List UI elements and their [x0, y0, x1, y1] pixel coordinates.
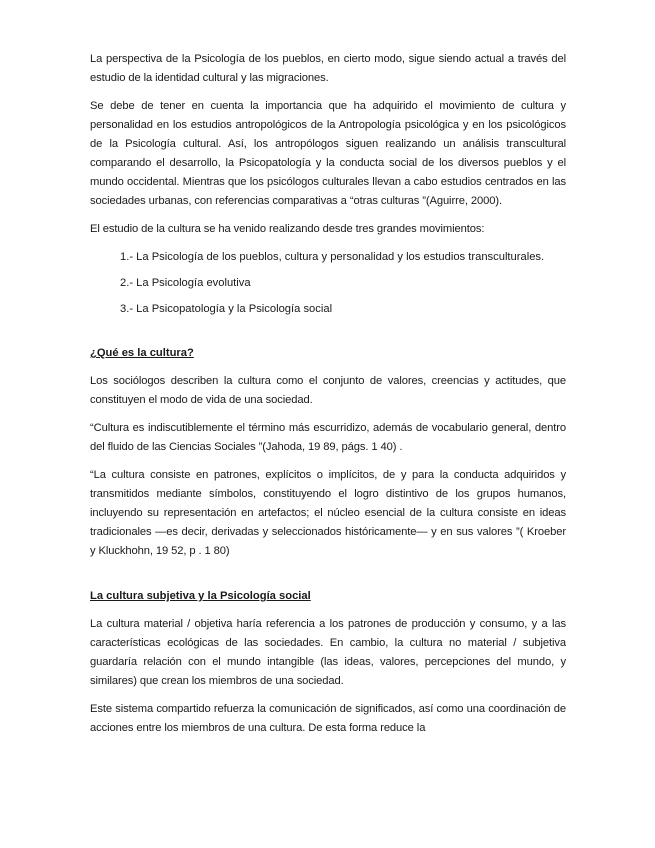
paragraph-shared-system: Este sistema compartido refuerza la comunicación de significados, así como una coordinación de acciones entre los miembros de una cultura. De esta forma reduce la: [90, 703, 566, 734]
section-spacer: [90, 326, 566, 344]
section-heading-what-is-culture: ¿Qué es la cultura?: [90, 347, 194, 359]
paragraph-material-culture: La cultura material / objetiva haría referencia a los patrones de producción y consumo, y a las características ecológicas de las sociedades. En cambio, la cultura no material / subjetiva guardaría relación con el mundo intangible (las ideas, valores, percepciones del mundo, y similares) que crean los miembros de una sociedad.: [90, 618, 566, 687]
list-item-2: 2.- La Psicología evolutiva: [120, 277, 251, 289]
list-item-3: 3.- La Psicopatología y la Psicología social: [120, 303, 333, 315]
paragraph-sociologists: Los sociólogos describen la cultura como el conjunto de valores, creencias y actitudes, que constituyen el modo de vida de una sociedad.: [90, 375, 566, 406]
quote-jahoda: “Cultura es indiscutiblemente el término más escurridizo, además de vocabulario general, dentro del fluido de las Ciencias Sociales ”(Jahoda, 19 89, págs. 1 40) .: [90, 422, 566, 453]
list-item-1: 1.- La Psicología de los pueblos, cultura y personalidad y los estudios transculturales.: [120, 251, 545, 263]
paragraph-three-movements: El estudio de la cultura se ha venido realizando desde tres grandes movimientos:: [90, 223, 485, 235]
section-spacer: [90, 570, 566, 587]
document-page: [90, 50, 566, 747]
section-heading-subjective-culture: La cultura subjetiva y la Psicología social: [90, 590, 311, 602]
paragraph-identity-migrations: La perspectiva de la Psicología de los pueblos, en cierto modo, sigue siendo actual a través del estudio de la identidad cultural y las migraciones.: [90, 53, 566, 84]
quote-kroeber-kluckhohn: “La cultura consiste en patrones, explícitos o implícitos, de y para la conducta adquiridos y transmitidos mediante símbolos, constituyendo el logro distintivo de los grupos humanos, incluyendo su representación en artefactos; el núcleo esencial de la cultura consiste en ideas tradicionales —es decir, derivadas y seleccionados históricamente— y en sus valores ”( Kroeber y Kluckhohn, 19 52, p . 1 80): [90, 469, 566, 557]
paragraph-culture-personality: Se debe de tener en cuenta la importancia que ha adquirido el movimiento de cultura y personalidad en los estudios antropológicos de la Antropología psicológica y en los psicológicos de la Psicología cultural. Así, los antropólogos siguen realizando un análisis transcultural comparando el desarrollo, la Psicopatología y la conducta social de los diversos pueblos y el mundo occidental. Mientras que los psicólogos culturales llevan a cabo estudios centrados en las sociedades urbanas, con referencias comparativas a “otras culturas ”(Aguirre, 2000).: [90, 100, 566, 207]
